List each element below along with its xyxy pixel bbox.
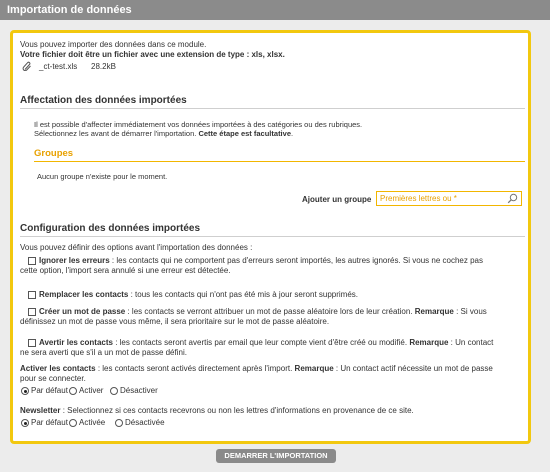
assign-desc-2: Sélectionnez les avant de démarrer l'importation. Cette étape est facultative. xyxy=(34,129,294,138)
create-password-text: Créer un mot de passe : les contacts se verront attribuer un mot de passe aléatoire lors de leur création. Remarque : Si vous xyxy=(39,307,487,316)
intro-extension-line: Votre fichier doit être un fichier avec une extension de type : xls, xlsx. xyxy=(20,50,285,59)
activate-on-radio[interactable] xyxy=(69,387,77,395)
notify-contacts-text: Avertir les contacts : les contacts seront avertis par email que leur compte vient d'être créé ou modifié. Remarque : Un contact xyxy=(39,338,494,347)
config-section-title: Configuration des données importées xyxy=(20,223,201,234)
section-divider xyxy=(20,108,525,109)
activate-contacts-text: Activer les contacts : les contacts seront activés directement après l'import. Remarque : Un contact actif nécessite un mot de passe xyxy=(20,364,493,373)
create-password-label: Créer un mot de passe xyxy=(39,307,126,316)
no-group-text: Aucun groupe n'existe pour le moment. xyxy=(37,172,168,181)
add-group-search[interactable] xyxy=(376,191,522,206)
newsletter-on-radio[interactable] xyxy=(69,419,77,427)
newsletter-off-radio[interactable] xyxy=(115,419,123,427)
newsletter-off-label: Désactivée xyxy=(125,418,165,427)
activate-on-label: Activer xyxy=(79,386,104,395)
groups-title: Groupes xyxy=(34,148,74,159)
add-group-input[interactable] xyxy=(377,192,502,205)
section-divider xyxy=(20,236,525,237)
replace-contacts-text: Remplacer les contacts : tous les contacts qui n'ont pas été mis à jour seront supprimés. xyxy=(39,290,359,299)
ignore-errors-checkbox[interactable] xyxy=(28,257,36,265)
search-icon[interactable] xyxy=(507,193,518,204)
activate-default-radio[interactable] xyxy=(21,387,29,395)
notify-contacts-label: Avertir les contacts xyxy=(39,338,113,347)
ignore-errors-text: Ignorer les erreurs : les contacts qui ne comportent pas d'erreurs seront importés, les autres ignorés. Si vous ne cochez pas xyxy=(39,256,483,265)
start-import-button[interactable]: DEMARRER L'IMPORTATION xyxy=(216,449,336,463)
intro-line: Vous pouvez importer des données dans ce module. xyxy=(20,40,207,49)
file-size: 28.2kB xyxy=(91,62,116,71)
assign-section-title: Affectation des données importées xyxy=(20,95,187,106)
notify-contacts-text-2: ne sera averti que s'il a un mot de passe défini. xyxy=(20,348,187,357)
config-intro: Vous pouvez définir des options avant l'importation des données : xyxy=(20,243,253,252)
notify-contacts-checkbox[interactable] xyxy=(28,339,36,347)
ignore-errors-text-2: cette option, l'import sera annulé si une erreur est détectée. xyxy=(20,266,231,275)
assign-desc-text: Sélectionnez les avant de démarrer l'importation. xyxy=(34,129,197,138)
assign-optional-note: Cette étape est facultative xyxy=(198,129,291,138)
assign-desc: Il est possible d'affecter immédiatement vos données importées à des catégories ou des rubriques. xyxy=(34,120,363,129)
paperclip-icon xyxy=(22,61,32,73)
ignore-errors-label: Ignorer les erreurs xyxy=(39,256,110,265)
newsletter-default-label: Par défaut xyxy=(31,418,68,427)
replace-contacts-label: Remplacer les contacts xyxy=(39,290,129,299)
activate-off-radio[interactable] xyxy=(110,387,118,395)
import-panel xyxy=(10,30,531,444)
newsletter-label: Newsletter xyxy=(20,406,61,415)
newsletter-on-label: Activée xyxy=(79,418,106,427)
create-password-text-2: définissez un mot de passe vous même, il sera prioritaire sur le mot de passe aléatoire. xyxy=(20,317,330,326)
activate-default-label: Par défaut xyxy=(31,386,68,395)
create-password-checkbox[interactable] xyxy=(28,308,36,316)
activate-off-label: Désactiver xyxy=(120,386,158,395)
replace-contacts-checkbox[interactable] xyxy=(28,291,36,299)
add-group-label: Ajouter un groupe xyxy=(302,195,372,204)
file-link[interactable]: _ct-test.xls xyxy=(39,62,78,71)
activate-contacts-text-2: pour se connecter. xyxy=(20,374,86,383)
activate-contacts-label: Activer les contacts xyxy=(20,364,96,373)
newsletter-text: Newsletter : Selectionnez si ces contacts recevrons ou non les lettres d'informations en provenance de ce site. xyxy=(20,406,414,415)
page-title: Importation de données xyxy=(0,0,550,20)
groups-divider xyxy=(34,161,525,162)
newsletter-default-radio[interactable] xyxy=(21,419,29,427)
